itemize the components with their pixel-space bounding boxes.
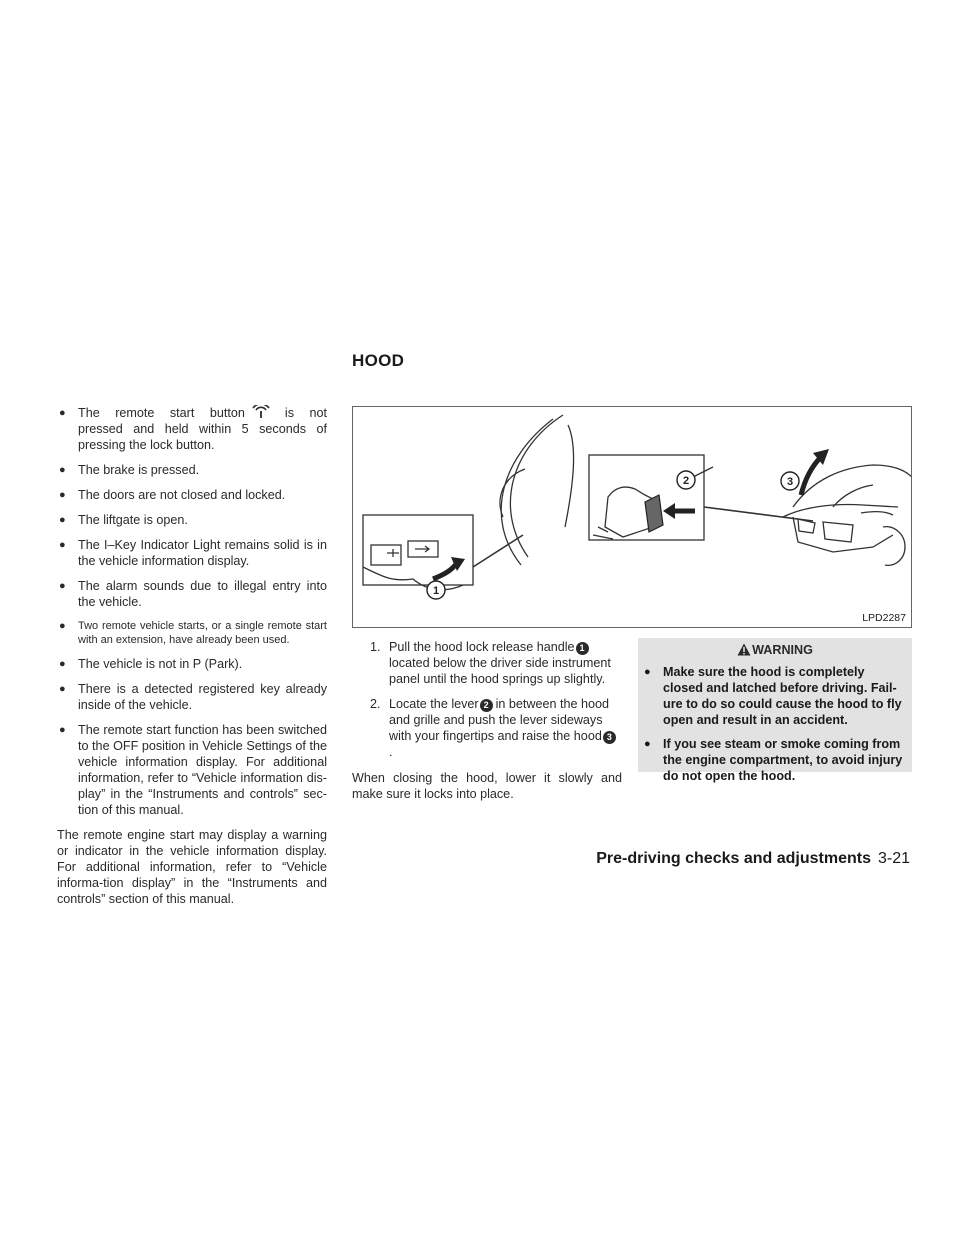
closing-paragraph: When closing the hood, lower it slowly and make sure it locks into place. <box>352 771 622 801</box>
callout-3: 3 <box>786 476 794 488</box>
callout-1: 1 <box>432 585 440 597</box>
list-item <box>352 696 622 760</box>
page-number: 3-21 <box>877 850 910 867</box>
warning-icon <box>737 643 751 656</box>
warning-list <box>644 664 906 784</box>
callout-marker: 1 <box>576 642 589 655</box>
page-footer <box>596 850 910 868</box>
list-item: ● Make sure the hood is completely closed and latched before driving. Fail-ure to do so could cause the hood to fly open and result in an accident. <box>644 664 906 728</box>
warning-heading <box>644 642 906 658</box>
step-number: 2. <box>370 697 381 711</box>
section-title: HOOD <box>352 351 405 370</box>
list-item: ● The vehicle is not in P (Park). <box>57 656 327 672</box>
step-number: 1. <box>370 640 381 654</box>
list-item: ● If you see steam or smoke coming from the engine compartment, to avoid injury do not open the hood. <box>644 736 906 784</box>
step-text: located below the driver side instrument panel until the hood springs up slightly. <box>389 656 611 686</box>
step-text: Pull the hood lock release handle <box>389 640 575 654</box>
warning-title: WARNING <box>752 643 813 657</box>
remote-start-note: The remote engine start may display a warning or indicator in the vehicle information display. For additional information, refer to “Vehicle informa-tion display” in the “Instruments and controls” section of this manual. <box>57 828 327 906</box>
list-item <box>352 639 622 687</box>
list-item: ● The doors are not closed and locked. <box>57 487 327 503</box>
chapter-title: Pre-driving checks and adjustments <box>596 850 871 867</box>
list-item-text: is not pressed and held within 5 seconds of pressing the lock button. <box>78 406 327 452</box>
figure-code: LPD2287 <box>862 612 906 624</box>
left-column <box>57 405 327 907</box>
hood-release-illustration <box>352 406 912 628</box>
list-item: ● The remote start function has been switched to the OFF position in Vehicle Settings of the vehicle information display. For additional information, refer to “Vehicle information dis-play” in the “Instruments and controls” sec-tion of this manual. <box>57 722 327 818</box>
step-text: in between the hood and grille and push the lever sideways with your fingertips and raise the hood <box>389 697 610 743</box>
list-item: ● The I–Key Indicator Light remains solid is in the vehicle information display. <box>57 537 327 569</box>
warning-box <box>638 638 912 783</box>
remote-start-icon <box>251 405 271 419</box>
list-item <box>57 405 327 453</box>
list-item-text: The remote start button <box>78 406 245 420</box>
list-item: ● Two remote vehicle starts, or a single remote start with an extension, have already been used. <box>57 619 327 647</box>
step-list <box>352 639 622 760</box>
list-item: ● The brake is pressed. <box>57 462 327 478</box>
callout-marker: 2 <box>480 699 493 712</box>
middle-column <box>352 639 622 802</box>
illustration-drawing <box>353 407 912 628</box>
list-item: ● There is a detected registered key already inside of the vehicle. <box>57 681 327 713</box>
list-item: ● The liftgate is open. <box>57 512 327 528</box>
list-item: ● The alarm sounds due to illegal entry into the vehicle. <box>57 578 327 610</box>
callout-2: 2 <box>682 475 690 487</box>
callout-marker: 3 <box>603 731 616 744</box>
condition-list <box>57 405 327 818</box>
step-text: Locate the lever <box>389 697 479 711</box>
step-text: . <box>389 745 393 759</box>
